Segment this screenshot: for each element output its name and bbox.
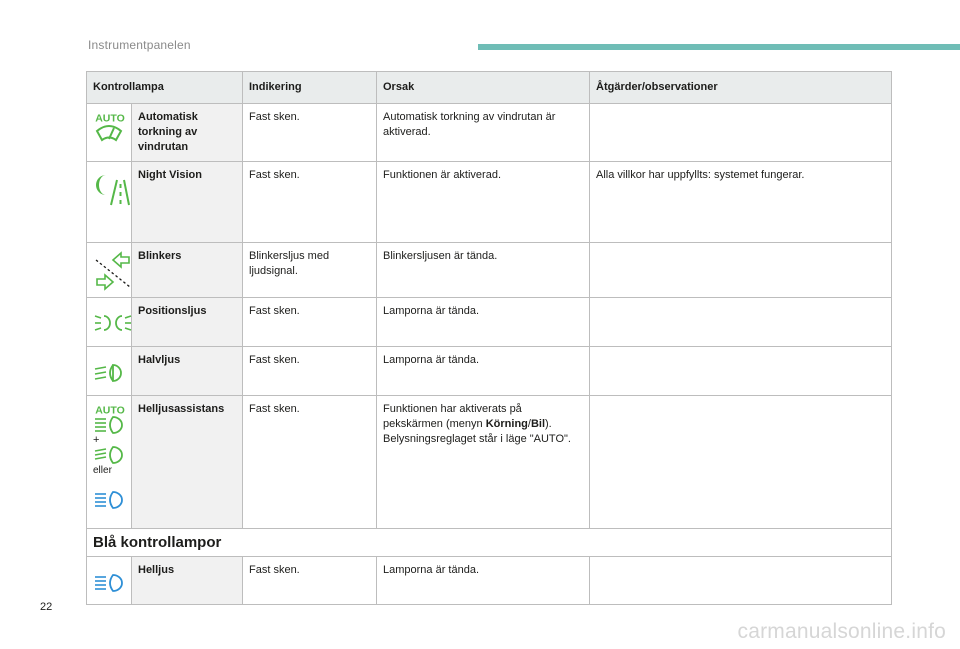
table-row: [87, 104, 892, 162]
action-cell: [590, 557, 892, 605]
or-label: eller: [93, 465, 112, 476]
table-row: [87, 396, 892, 529]
table-row: [87, 557, 892, 605]
table-row: [87, 162, 892, 243]
high-beam-blue-glyph: [93, 490, 127, 510]
auto-label-graphic: [93, 112, 127, 123]
table-row: [87, 347, 892, 396]
action-cell: [590, 243, 892, 298]
svg-text:AUTO: AUTO: [95, 404, 125, 415]
high-beam-glyph: [93, 415, 127, 435]
indication-cell: Fast sken.: [243, 162, 377, 243]
section-row: [87, 529, 892, 557]
menu-driving: Körning: [485, 418, 528, 430]
lamp-name: Positionsljus: [132, 298, 243, 347]
high-beam-icon: [87, 557, 132, 605]
lamp-name: Helljusassistans: [132, 396, 243, 529]
action-cell: [590, 104, 892, 162]
action-cell: [590, 298, 892, 347]
cause-cell: Funktionen har aktiverats på pekskärmen (menyn Körning/Bil). Belysningsreglaget står i läge "AUTO".: [377, 396, 590, 529]
cause-cell: Lamporna är tända.: [377, 557, 590, 605]
lamp-name: Automatisk torkning av vindrutan: [132, 104, 243, 162]
cause-cell: Automatisk torkning av vindrutan är aktiverad.: [377, 104, 590, 162]
indication-cell: Blinkersljus med ljudsignal.: [243, 243, 377, 298]
plus-sign: +: [93, 434, 100, 446]
indication-cell: Fast sken.: [243, 298, 377, 347]
column-header-cause: Orsak: [377, 72, 590, 104]
cause-cell: Lamporna är tända.: [377, 347, 590, 396]
action-cell: Alla villkor har uppfyllts: systemet fungerar.: [590, 162, 892, 243]
page-number: 22: [40, 601, 53, 613]
auto-wiper-icon: [87, 104, 132, 162]
running-header-title: Instrumentpanelen: [88, 38, 191, 52]
indication-cell: Fast sken.: [243, 557, 377, 605]
auto-label-graphic: [93, 404, 127, 415]
cause-cell: Lamporna är tända.: [377, 298, 590, 347]
indication-cell: Fast sken.: [243, 104, 377, 162]
table-header-row: [87, 72, 892, 104]
lamp-name: Helljus: [132, 557, 243, 605]
header-accent-bar: [478, 44, 960, 50]
position-lights-icon: [87, 298, 132, 347]
lamp-name: Night Vision: [132, 162, 243, 243]
warning-lamp-table: [86, 71, 892, 605]
action-cell: [590, 347, 892, 396]
table-row: [87, 243, 892, 298]
indication-cell: Fast sken.: [243, 396, 377, 529]
indication-cell: Fast sken.: [243, 347, 377, 396]
section-title: Blå kontrollampor: [87, 529, 892, 557]
wiper-glyph: [94, 123, 124, 143]
low-beam-glyph: [93, 445, 127, 465]
low-beam-icon: [87, 347, 132, 396]
turn-signal-icon: [87, 243, 132, 298]
action-cell: [590, 396, 892, 529]
lamp-name: Blinkers: [132, 243, 243, 298]
column-header-indication: Indikering: [243, 72, 377, 104]
cause-cell: Blinkersljusen är tända.: [377, 243, 590, 298]
watermark-text: carmanualsonline.info: [737, 620, 946, 643]
table-row: [87, 298, 892, 347]
column-header-action: Åtgärder/observationer: [590, 72, 892, 104]
column-header-lamp: Kontrollampa: [87, 72, 243, 104]
svg-text:AUTO: AUTO: [95, 112, 125, 123]
cause-cell: Funktionen är aktiverad.: [377, 162, 590, 243]
lamp-name: Halvljus: [132, 347, 243, 396]
menu-car: Bil: [530, 418, 546, 430]
high-beam-assist-icon: [87, 396, 132, 529]
night-vision-icon: [87, 162, 132, 243]
